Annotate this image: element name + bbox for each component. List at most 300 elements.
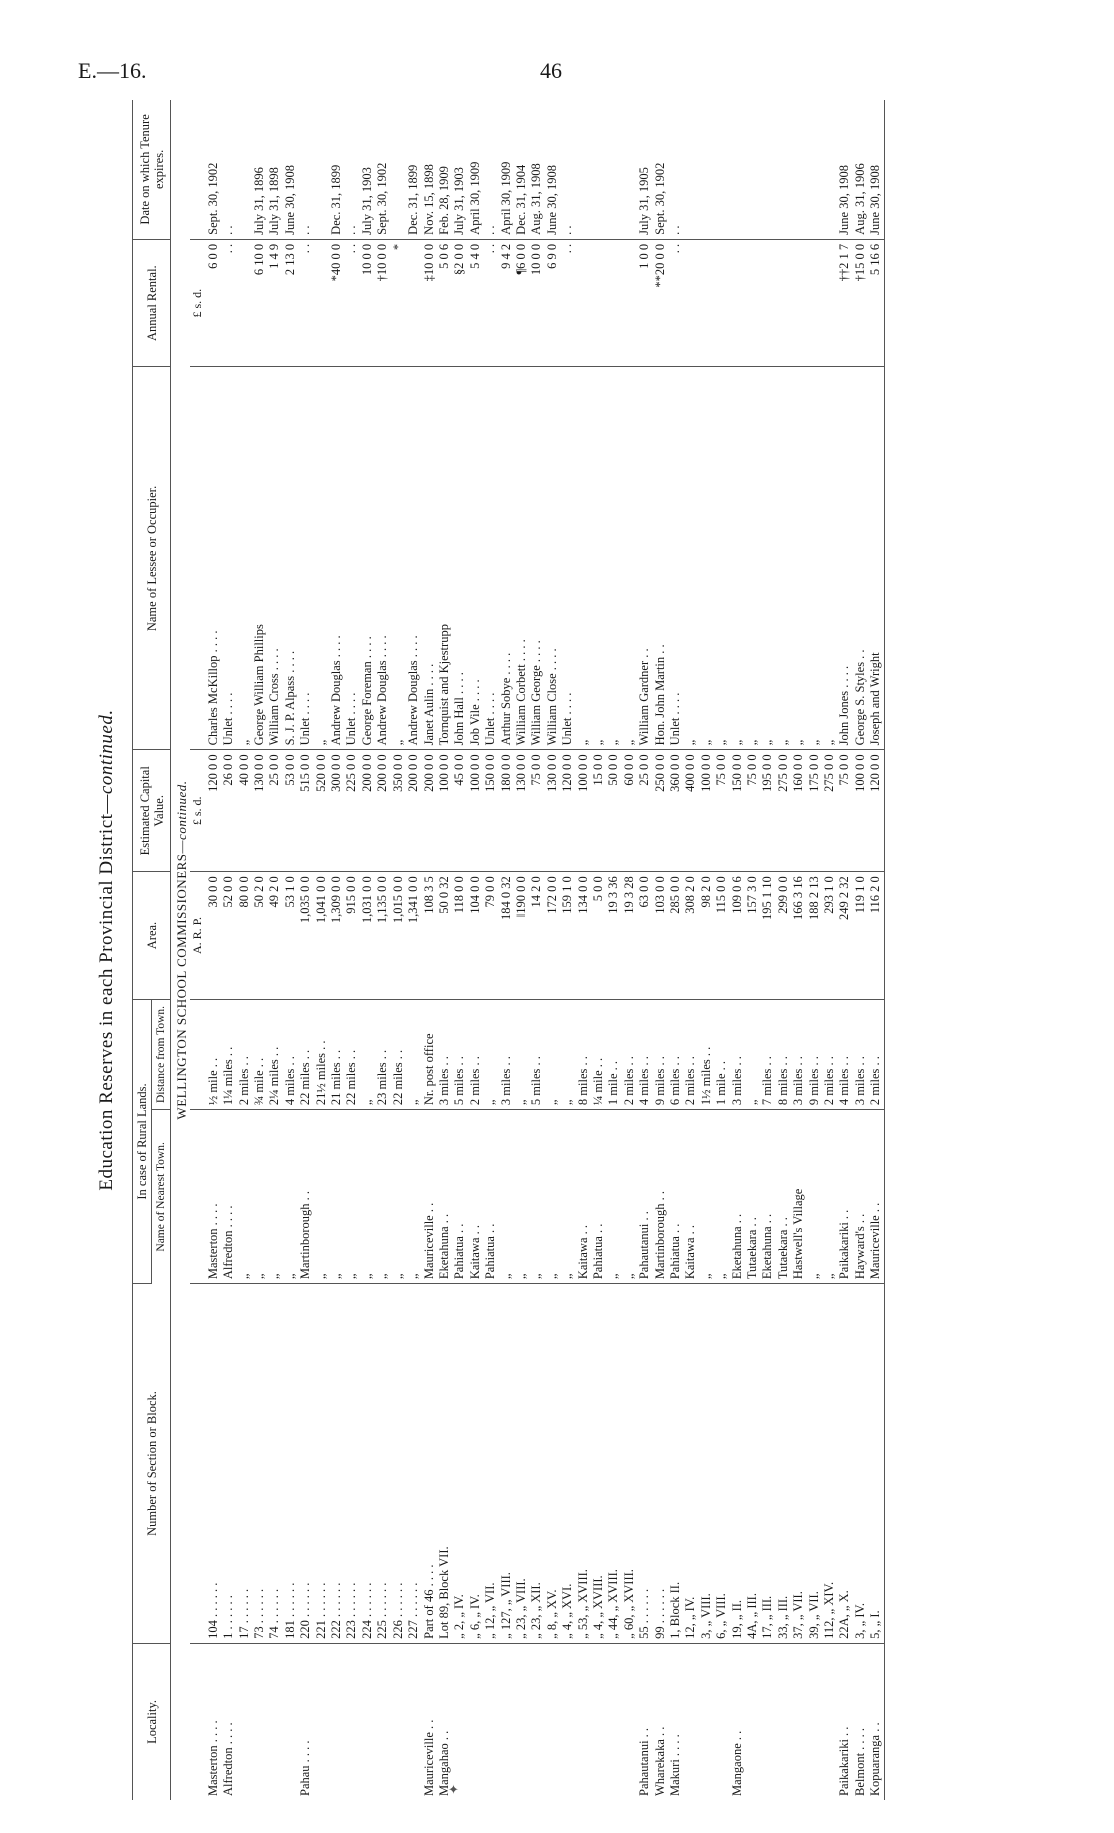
cell-capital-value: 515 0 0 xyxy=(298,750,313,872)
cell-rental: . . xyxy=(344,239,359,367)
cell-expiry: April 30, 1909 xyxy=(499,100,514,239)
table-row xyxy=(529,100,544,1800)
cell-section: 181 . . . . . . xyxy=(283,1284,298,1644)
cell-distance: 3 miles . . xyxy=(499,999,514,1109)
table-row xyxy=(283,100,298,1800)
cell-expiry xyxy=(760,100,775,239)
table-row xyxy=(237,100,252,1800)
header-locality: Locality. xyxy=(133,1643,171,1800)
cell-rental: 5 16 6 xyxy=(868,239,884,367)
cell-occupier: Arthur Sobye . . . . xyxy=(499,367,514,750)
cell-nearest-town: „ xyxy=(545,1110,560,1284)
cell-section: 74 . . . . . . xyxy=(267,1284,282,1644)
cell-section: 73 . . . . . . xyxy=(252,1284,267,1644)
units-row xyxy=(190,100,205,1800)
cell-area: 166 3 16 xyxy=(791,872,806,1000)
table-row xyxy=(714,100,729,1800)
cell-distance: 22 miles . . xyxy=(391,999,406,1109)
cell-occupier: „ xyxy=(699,367,714,750)
cell-area: 915 0 0 xyxy=(344,872,359,1000)
cell-distance: 23 miles . . xyxy=(375,999,390,1109)
cell-capital-value: 60 0 0 xyxy=(622,750,637,872)
table-row xyxy=(499,100,514,1800)
cell-occupier: Unlet . . . . xyxy=(668,367,683,750)
cell-expiry xyxy=(807,100,822,239)
cell-occupier: Unlet . . . . xyxy=(483,367,498,750)
table-row xyxy=(807,100,822,1800)
cell-area: 1,015 0 0 xyxy=(391,872,406,1000)
cell-distance: 2 miles . . xyxy=(868,999,884,1109)
cell-distance: „ xyxy=(406,999,421,1109)
cell-nearest-town: Tutaekara . . xyxy=(745,1110,760,1284)
cell-distance: 3 miles . . xyxy=(853,999,868,1109)
cell-section: „ 53, „ XVIII. xyxy=(576,1284,591,1644)
cell-capital-value: 25 0 0 xyxy=(267,750,282,872)
cell-rental: 10 0 0 xyxy=(529,239,544,367)
table-row xyxy=(221,100,236,1800)
cell-section: 55 . . . . . . xyxy=(637,1284,652,1644)
cell-locality xyxy=(606,1643,621,1800)
cell-area: 50 0 32 xyxy=(437,872,452,1000)
cell-section: 17, „ III. xyxy=(760,1284,775,1644)
cell-rental: ††2 1 7 xyxy=(837,239,852,367)
cell-capital-value: 150 0 0 xyxy=(730,750,745,872)
cell-occupier: Andrew Douglas . . . . xyxy=(329,367,344,750)
cell-capital-value: 53 0 0 xyxy=(283,750,298,872)
cell-capital-value: 200 0 0 xyxy=(375,750,390,872)
cell-area: 103 0 0 xyxy=(653,872,668,1000)
cell-area: 98 2 0 xyxy=(699,872,714,1000)
section-main: WELLINGTON SCHOOL COMMISSIONERS— xyxy=(174,839,189,1120)
cell-expiry xyxy=(730,100,745,239)
cell-nearest-town: Hastwell's Village xyxy=(791,1110,806,1284)
cell-area: 157 3 0 xyxy=(745,872,760,1000)
cell-area: 63 0 0 xyxy=(637,872,652,1000)
cell-expiry: July 31, 1896 xyxy=(252,100,267,239)
table-row xyxy=(391,100,406,1800)
cell-distance: 5 miles . . xyxy=(529,999,544,1109)
unit-rental: £ s. d. xyxy=(190,239,205,367)
cell-locality xyxy=(545,1643,560,1800)
cell-expiry: . . xyxy=(560,100,575,239)
cell-expiry xyxy=(622,100,637,239)
cell-section: 1, Block II. xyxy=(668,1284,683,1644)
cell-expiry xyxy=(237,100,252,239)
cell-section: 112, „ XIV. xyxy=(822,1284,837,1644)
cell-area: 249 2 32 xyxy=(837,872,852,1000)
cell-capital-value: 275 0 0 xyxy=(822,750,837,872)
cell-nearest-town: „ xyxy=(391,1110,406,1284)
cell-distance: 21½ miles . . xyxy=(314,999,329,1109)
cell-occupier: „ xyxy=(760,367,775,750)
education-reserves-table xyxy=(132,100,885,1800)
cell-rental: 1 4 9 xyxy=(267,239,282,367)
cell-rental: 1 0 0 xyxy=(637,239,652,367)
cell-occupier: S. J. P. Alpass . . . . xyxy=(283,367,298,750)
table-row xyxy=(360,100,375,1800)
cell-locality xyxy=(452,1643,467,1800)
cell-nearest-town: Alfredton . . . . xyxy=(221,1110,236,1284)
cell-occupier: William Close . . . . xyxy=(545,367,560,750)
cell-distance: 1½ miles . . xyxy=(699,999,714,1109)
cell-capital-value: 175 0 0 xyxy=(807,750,822,872)
cell-occupier: „ xyxy=(314,367,329,750)
cell-section: 3, „ IV. xyxy=(853,1284,868,1644)
table-row xyxy=(853,100,868,1800)
cell-rental xyxy=(776,239,791,367)
cell-nearest-town: Eketahuna . . xyxy=(730,1110,745,1284)
cell-distance: ¾ mile . . xyxy=(252,999,267,1109)
cell-locality xyxy=(267,1643,282,1800)
cell-capital-value: 100 0 0 xyxy=(853,750,868,872)
table-row xyxy=(637,100,652,1800)
cell-area: 285 0 0 xyxy=(668,872,683,1000)
cell-rental: ¶6 0 0 xyxy=(514,239,529,367)
cell-distance: 8 miles . . xyxy=(576,999,591,1109)
cell-distance: ¼ mile . . xyxy=(591,999,606,1109)
cell-section: 1 . . . . . . xyxy=(221,1284,236,1644)
cell-rental xyxy=(699,239,714,367)
table-row xyxy=(329,100,344,1800)
cell-occupier: „ xyxy=(822,367,837,750)
table-row xyxy=(591,100,606,1800)
header-occupier: Name of Lessee or Occupier. xyxy=(133,367,171,750)
cell-expiry: June 30, 1908 xyxy=(283,100,298,239)
cell-nearest-town: Tutaekara . . xyxy=(776,1110,791,1284)
cell-capital-value: 75 0 0 xyxy=(714,750,729,872)
cell-occupier: Unlet . . . . xyxy=(221,367,236,750)
cell-capital-value: 75 0 0 xyxy=(837,750,852,872)
cell-area: 1,041 0 0 xyxy=(314,872,329,1000)
cell-area: 30 0 0 xyxy=(206,872,221,1000)
cell-distance: 22 miles . . xyxy=(344,999,359,1109)
cell-nearest-town: „ xyxy=(499,1110,514,1284)
cell-area: 49 2 0 xyxy=(267,872,282,1000)
cell-rental xyxy=(591,239,606,367)
cell-expiry: . . xyxy=(483,100,498,239)
cell-locality: Kopuaranga . . xyxy=(868,1643,884,1800)
cell-expiry: June 30, 1908 xyxy=(545,100,560,239)
cell-locality xyxy=(375,1643,390,1800)
header-rental: Annual Rental. xyxy=(133,239,171,367)
cell-area: 159 1 0 xyxy=(560,872,575,1000)
cell-occupier: Tornquist and Kjestrupp xyxy=(437,367,452,750)
cell-nearest-town: Pahiatua . . xyxy=(452,1110,467,1284)
header-nearest-town: Name of Nearest Town. xyxy=(152,1110,171,1284)
table-title xyxy=(96,100,118,1800)
cell-distance: 2 miles . . xyxy=(822,999,837,1109)
cell-locality: Masterton . . . . xyxy=(205,1720,220,1796)
cell-section: 220 . . . . . . xyxy=(298,1284,313,1644)
cell-locality: Paikakariki . . xyxy=(837,1726,852,1796)
header-area: Area. xyxy=(133,872,171,1000)
cell-occupier: „ xyxy=(622,367,637,750)
cell-section: „ 23, „ VIII. xyxy=(514,1284,529,1644)
table-row xyxy=(622,100,637,1800)
header-rural-group: In case of Rural Lands. xyxy=(133,999,152,1283)
cell-capital-value: 100 0 0 xyxy=(437,750,452,872)
cell-occupier: Charles McKillop . . . . xyxy=(206,367,221,750)
cell-area: 119 1 0 xyxy=(853,872,868,1000)
cell-distance: 21 miles . . xyxy=(329,999,344,1109)
header-distance: Distance from Town. xyxy=(152,999,171,1109)
cell-area: 172 0 0 xyxy=(545,872,560,1000)
cell-nearest-town: „ xyxy=(375,1110,390,1284)
cell-nearest-town: „ xyxy=(529,1110,544,1284)
cell-distance: 22 miles . . xyxy=(298,999,313,1109)
cell-section: „ 6, „ IV. xyxy=(468,1284,483,1644)
cell-expiry xyxy=(683,100,698,239)
cell-locality: Pahautanui . . xyxy=(637,1727,652,1796)
cell-area: 116 2 0 xyxy=(868,872,884,1000)
cell-capital-value: 120 0 0 xyxy=(560,750,575,872)
cell-rental xyxy=(576,239,591,367)
cell-expiry: July 31, 1903 xyxy=(452,100,467,239)
cell-area: 50 2 0 xyxy=(252,872,267,1000)
cell-distance: 4 miles . . xyxy=(283,999,298,1109)
cell-nearest-town: Martinborough . . xyxy=(653,1110,668,1284)
cell-capital-value: 50 0 0 xyxy=(606,750,621,872)
cell-nearest-town: „ xyxy=(514,1110,529,1284)
table-row xyxy=(745,100,760,1800)
section-continued: continued. xyxy=(174,780,189,840)
cell-rental xyxy=(683,239,698,367)
cell-expiry xyxy=(822,100,837,239)
cell-nearest-town: „ xyxy=(406,1110,421,1284)
cell-capital-value: 100 0 0 xyxy=(699,750,714,872)
cell-occupier: „ xyxy=(791,367,806,750)
cell-nearest-town: „ xyxy=(237,1110,252,1284)
cell-occupier: „ xyxy=(683,367,698,750)
table-row xyxy=(791,100,806,1800)
cell-area: 188 2 13 xyxy=(807,872,822,1000)
cell-capital-value: 160 0 0 xyxy=(791,750,806,872)
cell-expiry: July 31, 1905 xyxy=(637,100,652,239)
table-row xyxy=(468,100,483,1800)
cell-distance: „ xyxy=(745,999,760,1109)
cell-section: 227 . . . . . . xyxy=(406,1284,421,1644)
cell-nearest-town: „ xyxy=(267,1110,282,1284)
cell-section: Lot 89, Block VII. xyxy=(437,1284,452,1644)
title-continued: continued. xyxy=(96,709,117,795)
cell-expiry: Sept. 30, 1902 xyxy=(653,100,668,239)
cell-expiry: June 30, 1908 xyxy=(868,100,884,239)
header-expiry: Date on which Tenure expires. xyxy=(133,100,171,239)
cell-distance: „ xyxy=(560,999,575,1109)
cell-capital-value: 520 0 0 xyxy=(314,750,329,872)
cell-distance: 2 miles . . xyxy=(468,999,483,1109)
cell-occupier: „ xyxy=(745,367,760,750)
cell-occupier: William Corbett . . . . xyxy=(514,367,529,750)
cell-nearest-town: Mauriceville . . xyxy=(868,1110,884,1284)
table-row xyxy=(314,100,329,1800)
cell-occupier: „ xyxy=(391,367,406,750)
cell-area: 134 0 0 xyxy=(576,872,591,1000)
cell-section: „ 12, „ VII. xyxy=(483,1284,498,1644)
cell-area: 80 0 0 xyxy=(237,872,252,1000)
cell-capital-value: 25 0 0 xyxy=(637,750,652,872)
cell-locality xyxy=(514,1643,529,1800)
cell-area: 104 0 0 xyxy=(468,872,483,1000)
cell-occupier: Joseph and Wright xyxy=(868,367,884,750)
cell-occupier: Janet Aulin . . . . xyxy=(422,367,437,750)
cell-expiry xyxy=(791,100,806,239)
cell-occupier: Hon. John Martin . . xyxy=(653,367,668,750)
cell-area: 53 1 0 xyxy=(283,872,298,1000)
cell-occupier: „ xyxy=(237,367,252,750)
cell-nearest-town: Paikakariki . . xyxy=(837,1110,852,1284)
cell-capital-value: 75 0 0 xyxy=(529,750,544,872)
cell-distance: 9 miles . . xyxy=(807,999,822,1109)
cell-occupier: „ xyxy=(591,367,606,750)
cell-section: „ 44, „ XVIII. xyxy=(606,1284,621,1644)
cell-section: „ 127, „ VIII. xyxy=(499,1284,514,1644)
cell-nearest-town: „ xyxy=(560,1110,575,1284)
cell-section: 224 . . . . . . xyxy=(360,1284,375,1644)
cell-distance: 1 mile . . xyxy=(606,999,621,1109)
cell-rental xyxy=(745,239,760,367)
table-row xyxy=(699,100,714,1800)
cell-rental: 6 0 0 xyxy=(206,239,221,367)
cell-distance: 4 miles . . xyxy=(637,999,652,1109)
cell-section: 39, „ VII. xyxy=(807,1284,822,1644)
cell-section: 12, „ IV. xyxy=(683,1284,698,1644)
cell-rental xyxy=(622,239,637,367)
cell-expiry: . . xyxy=(344,100,359,239)
cell-distance: „ xyxy=(545,999,560,1109)
cell-nearest-town: Pahautanui . . xyxy=(637,1110,652,1284)
cell-occupier: „ xyxy=(714,367,729,750)
cell-rental xyxy=(237,239,252,367)
cell-distance: 4 miles . . xyxy=(837,999,852,1109)
cell-occupier: „ xyxy=(730,367,745,750)
cell-locality xyxy=(344,1643,359,1800)
page-number: 46 xyxy=(540,58,562,83)
cell-locality: Mauriceville . . xyxy=(421,1719,436,1796)
cell-capital-value: 150 0 0 xyxy=(483,750,498,872)
cell-nearest-town: Pahiatua . . xyxy=(668,1110,683,1284)
table-row xyxy=(267,100,282,1800)
cell-nearest-town: „ xyxy=(329,1110,344,1284)
cell-locality xyxy=(360,1643,375,1800)
cell-section: 19, „ II. xyxy=(730,1284,745,1644)
cell-nearest-town: Mauriceville . . xyxy=(422,1110,437,1284)
cell-section: „ 4, „ XVI. xyxy=(560,1284,575,1644)
cell-distance: 2 miles . . xyxy=(683,999,698,1109)
cell-rental: **20 0 0 xyxy=(653,239,668,367)
cell-expiry xyxy=(699,100,714,239)
cell-occupier: John Hall . . . . xyxy=(452,367,467,750)
cell-rental: 10 0 0 xyxy=(360,239,375,367)
cell-locality: Alfredton . . . . xyxy=(221,1722,236,1796)
cell-section: Part of 46 . . . . xyxy=(422,1284,437,1644)
cell-distance: „ xyxy=(483,999,498,1109)
cell-nearest-town: „ xyxy=(822,1110,837,1284)
cell-expiry: Sept. 30, 1902 xyxy=(375,100,390,239)
cell-distance: 2¼ miles . . xyxy=(267,999,282,1109)
cell-nearest-town: „ xyxy=(622,1110,637,1284)
cell-section: 99 . . . . . . xyxy=(653,1284,668,1644)
cell-locality xyxy=(499,1643,514,1800)
cell-rental: 2 13 0 xyxy=(283,239,298,367)
cell-capital-value: 200 0 0 xyxy=(406,750,421,872)
cell-expiry xyxy=(776,100,791,239)
cell-area: 293 1 0 xyxy=(822,872,837,1000)
cell-area: 52 0 0 xyxy=(221,872,236,1000)
cell-rental: §2 0 0 xyxy=(452,239,467,367)
cell-rental: 9 4 2 xyxy=(499,239,514,367)
cell-distance: 6 miles . . xyxy=(668,999,683,1109)
cell-section: 3, „ VIII. xyxy=(699,1284,714,1644)
cell-locality xyxy=(237,1643,252,1800)
header-section-block: Number of Section or Block. xyxy=(133,1284,171,1644)
cell-section: 221 . . . . . . xyxy=(314,1284,329,1644)
cell-locality: Mangaone . . xyxy=(729,1730,744,1796)
cell-locality xyxy=(714,1643,729,1800)
cell-rental: ‡10 0 0 xyxy=(422,239,437,367)
cell-locality xyxy=(329,1643,344,1800)
cell-nearest-town: „ xyxy=(360,1110,375,1284)
table-row xyxy=(837,100,852,1800)
cell-capital-value: 100 0 0 xyxy=(576,750,591,872)
cell-section: „ 4, „ XVIII. xyxy=(591,1284,606,1644)
cell-rental xyxy=(791,239,806,367)
cell-area: 118 0 0 xyxy=(452,872,467,1000)
cell-nearest-town: „ xyxy=(314,1110,329,1284)
cell-distance: 2 miles . . xyxy=(237,999,252,1109)
cell-rental: †15 0 0 xyxy=(853,239,868,367)
section-heading-row xyxy=(171,100,191,1800)
cell-locality xyxy=(406,1643,421,1800)
cell-area: 1,035 0 0 xyxy=(298,872,313,1000)
cell-area: 299 0 0 xyxy=(776,872,791,1000)
cell-occupier: George S. Styles . . xyxy=(853,367,868,750)
cell-distance: 5 miles . . xyxy=(452,999,467,1109)
cell-area: 1,341 0 0 xyxy=(406,872,421,1000)
cell-nearest-town: Eketahuna . . xyxy=(437,1110,452,1284)
table-row xyxy=(776,100,791,1800)
table-row xyxy=(206,100,221,1800)
cell-section: 5, „ I. xyxy=(868,1284,884,1644)
cell-area: 14 2 0 xyxy=(529,872,544,1000)
cell-rental xyxy=(406,239,421,367)
cell-nearest-town: „ xyxy=(807,1110,822,1284)
stray-mark: ✦ xyxy=(448,1782,459,1797)
cell-expiry: Dec. 31, 1904 xyxy=(514,100,529,239)
cell-occupier: William Cross . . . . xyxy=(267,367,282,750)
cell-expiry: June 30, 1908 xyxy=(837,100,852,239)
cell-locality xyxy=(529,1643,544,1800)
cell-capital-value: 180 0 0 xyxy=(499,750,514,872)
cell-expiry xyxy=(714,100,729,239)
table-row xyxy=(606,100,621,1800)
cell-section: „ 60, „ XVIII. xyxy=(622,1284,637,1644)
cell-area: 1,031 0 0 xyxy=(360,872,375,1000)
cell-expiry xyxy=(391,100,406,239)
cell-capital-value: 45 0 0 xyxy=(452,750,467,872)
cell-capital-value: 225 0 0 xyxy=(344,750,359,872)
table-row xyxy=(483,100,498,1800)
cell-section: „ 2, „ IV. xyxy=(452,1284,467,1644)
cell-expiry: Nov. 15, 1898 xyxy=(422,100,437,239)
cell-locality xyxy=(683,1643,698,1800)
cell-nearest-town: „ xyxy=(699,1110,714,1284)
cell-expiry: July 31, 1898 xyxy=(267,100,282,239)
cell-rental: 6 10 0 xyxy=(252,239,267,367)
cell-nearest-town: Kaitawa . . xyxy=(683,1110,698,1284)
cell-area: 79 0 0 xyxy=(483,872,498,1000)
cell-expiry xyxy=(314,100,329,239)
